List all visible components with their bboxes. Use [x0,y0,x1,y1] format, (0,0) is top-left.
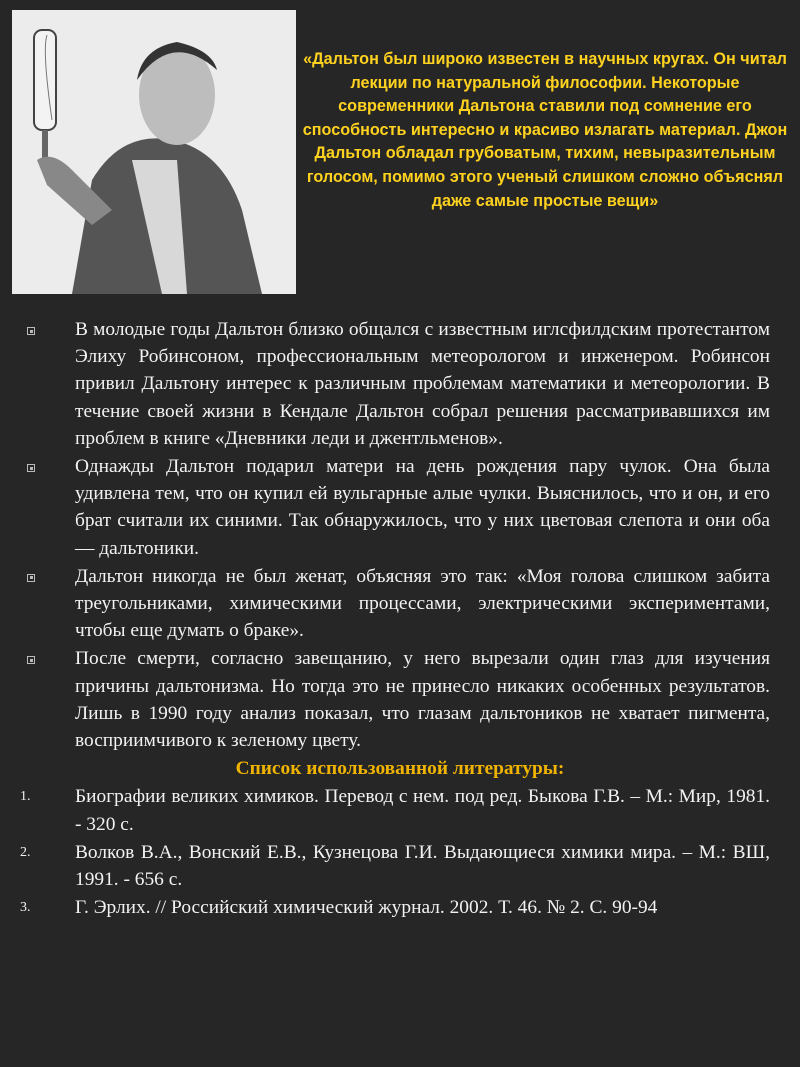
reference-item [0,894,770,921]
square-bullet-icon [27,574,35,582]
reference-number: 2. [20,844,31,860]
reference-text: Г. Эрлих. // Российский химический журнал. 2002. Т. 46. № 2. С. 90-94 [75,897,658,919]
bullet-text: Однажды Дальтон подарил матери на день рождения пару чулок. Она была удивлена тем, что он купил ей вульгарные алые чулки. Выяснилось, что и он, и его брат считали их синими. Так обнаружилось, что у них цветовая слепота и они оба — дальтоники. [75,456,770,559]
bullet-text: После смерти, согласно завещанию, у него вырезали один глаз для изучения причины дальтонизма. Но тогда это не принесло никаких особенных результатов. Лишь в 1990 году анализ показал, что глазам дальтоников не хватает пигмента, восприимчивого к зеленому цвету. [75,648,770,752]
bullet-text: Дальтон никогда не был женат, объясняя это так: «Моя голова слишком забита треугольниками, химическими процессами, электрическими экспериментами, чтобы еще думать о браке». [75,565,770,642]
reference-number: 3. [20,900,31,916]
square-bullet-icon [27,656,35,664]
reference-text: Биографии великих химиков. Перевод с нем. под ред. Быкова Г.В. – М.: Мир, 1981. - 320 с. [75,786,770,835]
bullet-item [0,563,770,645]
reference-item [0,783,770,837]
square-bullet-icon [27,327,35,335]
bullet-text: В молодые годы Дальтон близко общался с известным иглсфилдским протестантом Элиху Робинсоном, профессиональным метеорологом и инженером. Робинсон привил Дальтону интерес к различным проблемам математики и метеорологии. В течение своей жизни в Кендале Дальтон собрал решения рассматривавшихся им проблем в книге «Дневники леди и джентльменов». [75,319,770,449]
content-body [0,316,800,922]
references-heading: Список использованной литературы: [235,758,565,780]
bullet-item [0,645,770,754]
dalton-quote: «Дальтон был широко известен в научных кругах. Он читал лекции по натуральной философии. Некоторые современники Дальтона ставили под сомнение его способность интересно и красиво излагать материал. Джон Дальтон обладал грубоватым, тихим, невыразительным голосом, помимо этого ученый слишком сложно объяснял даже самые простые вещи» [302,50,788,210]
dalton-portrait [12,10,296,294]
reference-item [0,839,770,893]
bullet-item [0,316,770,452]
bullet-item [0,453,770,562]
square-bullet-icon [27,464,35,472]
reference-number: 1. [20,789,31,805]
reference-text: Волков В.А., Вонский Е.В., Кузнецова Г.И. Выдающиеся химики мира. – М.: ВШ, 1991. - 656 с. [75,841,770,891]
